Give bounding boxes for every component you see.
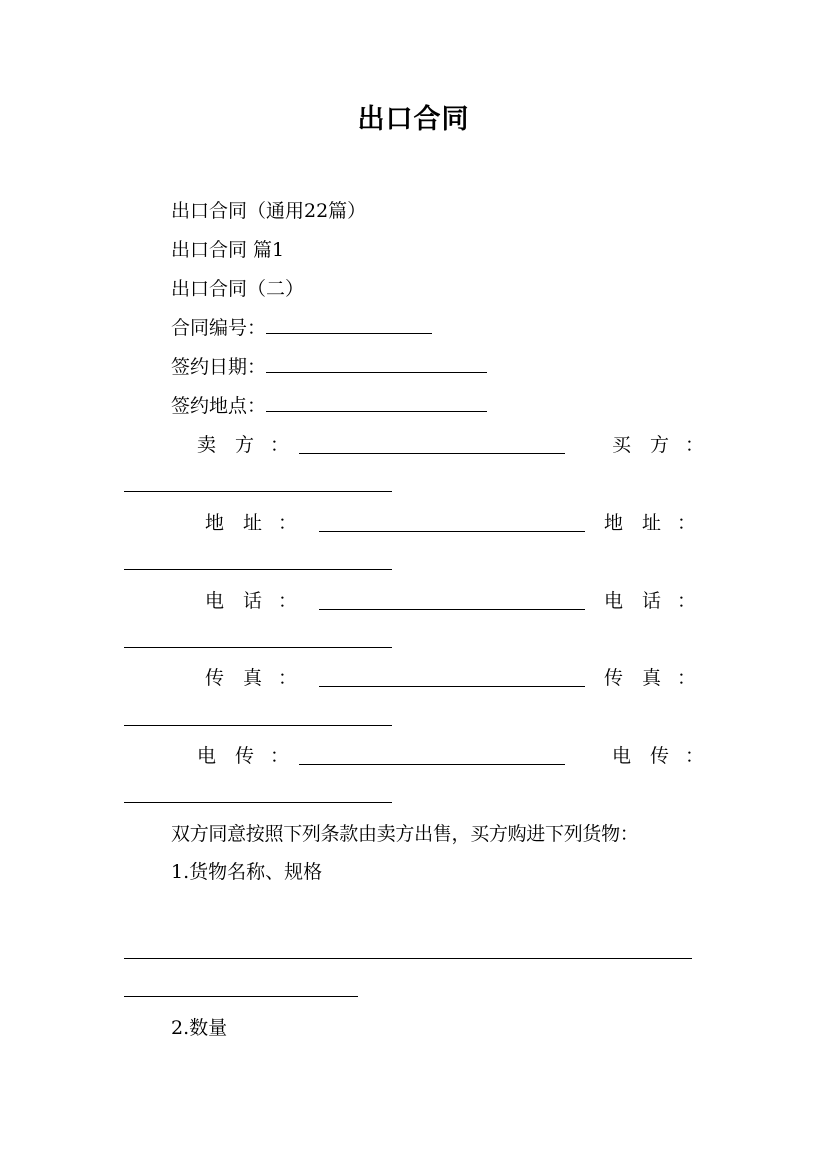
contract-number-label: 合同编号：: [171, 317, 267, 339]
sign-place-label: 签约地点：: [171, 395, 267, 417]
seller-blank[interactable]: [299, 453, 565, 454]
seller-telex-blank[interactable]: [299, 764, 565, 765]
seller-address-label: 地 址 ：: [205, 512, 298, 534]
buyer-address-blank[interactable]: [124, 569, 392, 570]
sign-date-label: 签约日期：: [171, 356, 267, 378]
goods-name-blank-line-2[interactable]: [124, 996, 358, 997]
buyer-label: 买 方 ：: [612, 434, 705, 456]
buyer-fax-label: 传 真 ：: [604, 667, 697, 689]
seller-fax-blank[interactable]: [319, 686, 585, 687]
seller-address-blank[interactable]: [319, 531, 585, 532]
buyer-fax-blank[interactable]: [124, 725, 392, 726]
buyer-blank[interactable]: [124, 491, 392, 492]
subtitle-line: 出口合同（通用22篇）: [171, 200, 367, 222]
sign-date-blank[interactable]: [266, 355, 487, 373]
item-goods-name: 1.货物名称、规格: [171, 861, 323, 883]
sign-date-row: [171, 355, 487, 379]
item-quantity: 2.数量: [171, 1017, 228, 1039]
buyer-phone-blank[interactable]: [124, 647, 392, 648]
goods-name-blank-line-1[interactable]: [124, 958, 692, 959]
seller-label: 卖 方 ：: [197, 434, 290, 456]
seller-phone-label: 电 话 ：: [205, 590, 298, 612]
contract-number-blank[interactable]: [266, 316, 432, 334]
seller-telex-label: 电 传 ：: [197, 745, 290, 767]
sign-place-row: [171, 394, 487, 418]
buyer-telex-blank[interactable]: [124, 802, 392, 803]
sign-place-blank[interactable]: [266, 394, 487, 412]
document-title: 出口合同: [357, 104, 470, 135]
section-heading: 出口合同 篇1: [171, 239, 285, 261]
contract-heading: 出口合同（二）: [171, 278, 305, 300]
buyer-address-label: 地 址 ：: [604, 512, 697, 534]
contract-number-row: [171, 316, 432, 340]
buyer-telex-label: 电 传 ：: [612, 745, 705, 767]
seller-phone-blank[interactable]: [319, 609, 585, 610]
agreement-sentence: 双方同意按照下列条款由卖方出售，买方购进下列货物：: [171, 823, 639, 845]
buyer-phone-label: 电 话 ：: [604, 590, 697, 612]
seller-fax-label: 传 真 ：: [205, 667, 298, 689]
